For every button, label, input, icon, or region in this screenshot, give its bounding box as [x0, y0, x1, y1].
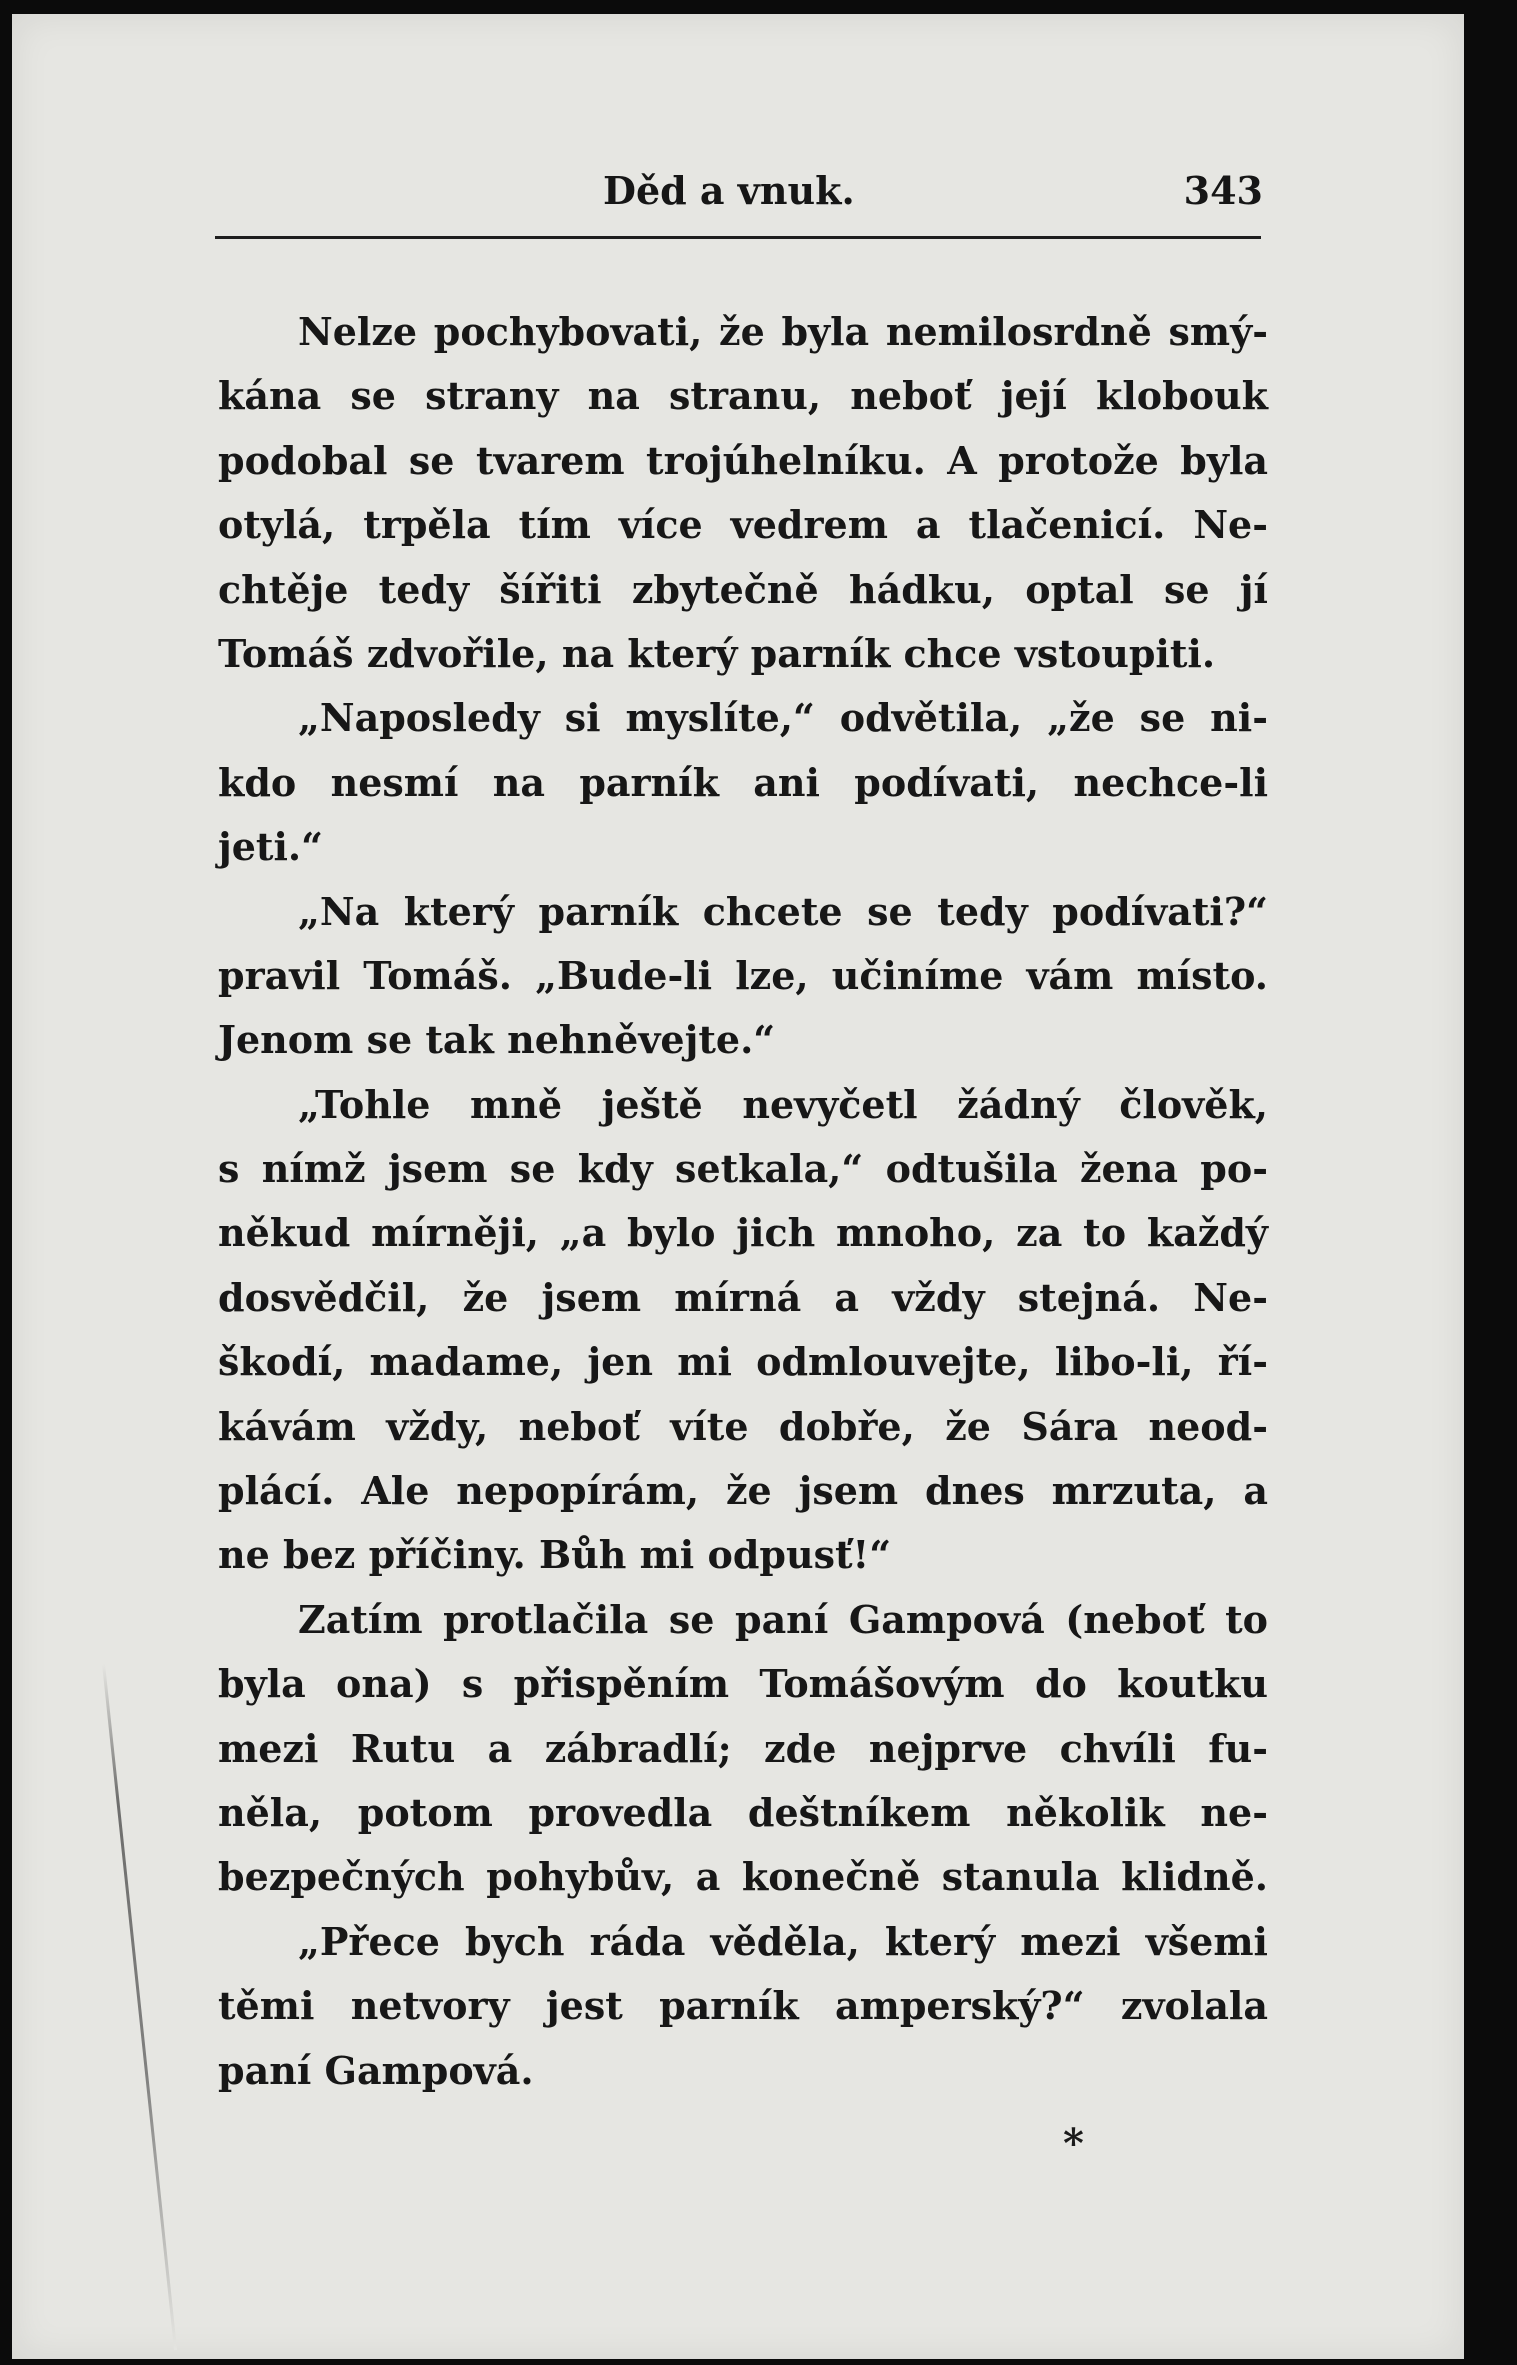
text-line: jeti.“	[218, 824, 324, 870]
text-line: pravil Tomáš. „Bude-li lze, učiníme vám místo.	[218, 952, 1268, 998]
page-crease-shadow	[102, 1664, 177, 2351]
text-line: „Naposledy si myslíte,“ odvětila, „že se ni-	[298, 695, 1268, 741]
text-line: plácí. Ale nepopírám, že jsem dnes mrzuta, a	[218, 1468, 1268, 1514]
text-line: Nelze pochybovati, že byla nemilosrdně smý-	[298, 309, 1268, 354]
header-rule	[215, 236, 1261, 239]
footer-asterisk: *	[1063, 2120, 1084, 2167]
text-line: otylá, trpěla tím více vedrem a tlačenicí. Ne-	[218, 502, 1268, 548]
text-line: Jenom se tak nehněvejte.“	[218, 1017, 776, 1063]
text-line: bezpečných pohybův, a konečně stanula klidně.	[218, 1854, 1268, 1900]
text-line: chtěje tedy šířiti zbytečně hádku, optal se jí	[218, 566, 1268, 612]
text-line: kdo nesmí na parník ani podívati, nechce-li	[218, 759, 1268, 805]
text-line: škodí, madame, jen mi odmlouvejte, libo-li, ří-	[218, 1339, 1268, 1385]
text-line: Zatím protlačila se paní Gampová (neboť to	[298, 1596, 1268, 1642]
text-line: „Na který parník chcete se tedy podívati?“	[298, 888, 1268, 934]
text-line: kávám vždy, neboť víte dobře, že Sára neod-	[218, 1403, 1268, 1449]
text-line: dosvědčil, že jsem mírná a vždy stejná. Ne-	[218, 1274, 1268, 1320]
text-line: „Přece bych ráda věděla, který mezi všemi	[298, 1918, 1268, 1964]
page-number: 343	[1183, 168, 1263, 213]
text-line: paní Gampová.	[218, 2047, 534, 2093]
text-line: Tomáš zdvořile, na který parník chce vstoupiti.	[218, 630, 1216, 676]
text-line: kána se strany na stranu, neboť její klobouk	[218, 373, 1268, 419]
running-header	[205, 168, 1263, 228]
body-text	[218, 300, 1268, 2103]
text-line: s nímž jsem se kdy setkala,“ odtušila žena po-	[218, 1146, 1268, 1192]
text-line: někud mírněji, „a bylo jich mnoho, za to každý	[218, 1210, 1268, 1256]
running-title: Děd a vnuk.	[603, 168, 855, 213]
text-line: mezi Rutu a zábradlí; zde nejprve chvíli fu-	[218, 1725, 1268, 1771]
text-line: něla, potom provedla deštníkem několik ne-	[218, 1789, 1268, 1835]
text-line: byla ona) s přispěním Tomášovým do koutku	[218, 1661, 1268, 1707]
text-line: „Tohle mně ještě nevyčetl žádný člověk,	[298, 1081, 1268, 1127]
text-line: podobal se tvarem trojúhelníku. A protože byla	[218, 437, 1268, 483]
text-line: ne bez příčiny. Bůh mi odpusť!“	[218, 1532, 892, 1578]
text-line: těmi netvory jest parník amperský?“ zvolala	[218, 1983, 1268, 2029]
